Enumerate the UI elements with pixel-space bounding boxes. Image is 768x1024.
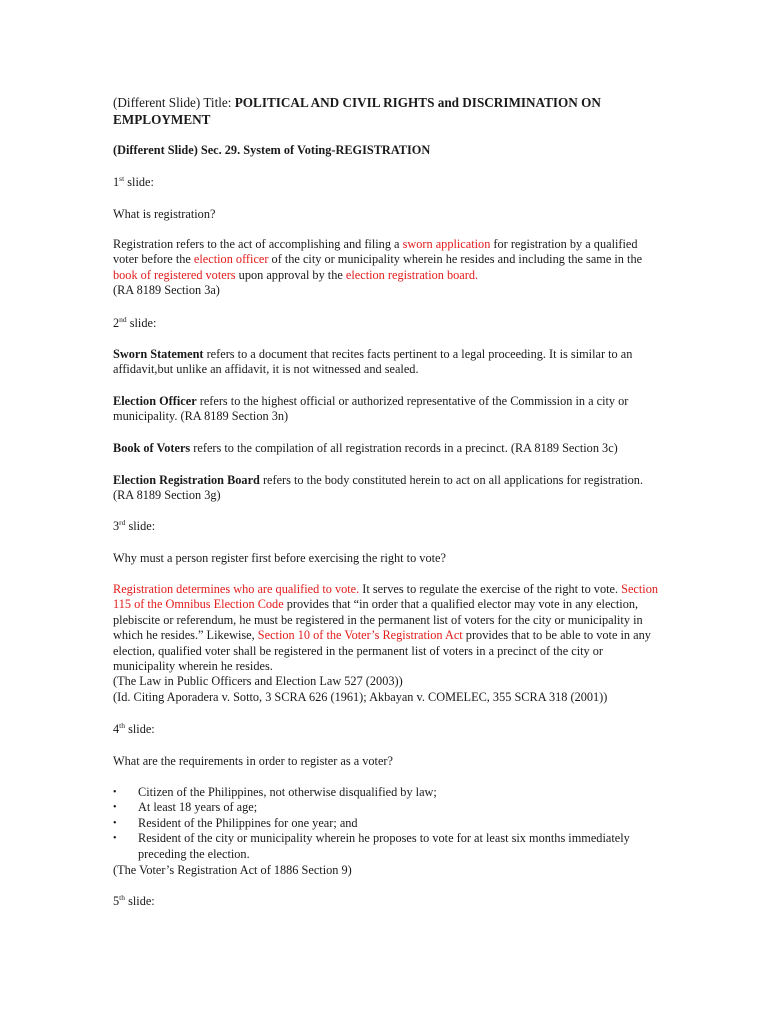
slide-4-question: What are the requirements in order to register as a voter?: [113, 754, 393, 768]
omnibus-election-code-highlight: Section 115 of the Omnibus Election Code: [113, 582, 659, 612]
definition-term: Book of Voters: [113, 441, 191, 455]
definition-election-officer: Election Officer refers to the highest official or authorized representative of the Commission in a city or municipality. (RA 8189 Section 3n): [113, 394, 629, 424]
list-item: • At least 18 years of age;: [113, 800, 658, 815]
list-item: • Resident of the city or municipality wherein he proposes to vote for at least six months immediately preceding the election.: [113, 831, 658, 862]
document-title: POLITICAL AND CIVIL RIGHTS and DISCRIMINATION ON EMPLOYMENT: [113, 95, 601, 127]
definition-term: Sworn Statement: [113, 347, 204, 361]
registration-definition: Registration refers to the act of accomplishing and filing a sworn application for registration by a qualified voter before the election officer of the city or municipality wherein he resides and including the same in the book of registered voters upon approval by the election registration board. (RA 8189 Section 3a): [113, 237, 643, 298]
definition-book-of-voters: Book of Voters refers to the compilation of all registration records in a precinct. (RA 8189 Section 3c): [113, 441, 618, 455]
slide-1-label: 1st slide:: [113, 174, 154, 189]
voters-registration-act-highlight: Section 10 of the Voter’s Registration Act: [257, 628, 463, 643]
election-officer-term: election officer: [193, 252, 269, 267]
list-item: • Citizen of the Philippines, not otherwise disqualified by law;: [113, 785, 658, 800]
sworn-application-term: sworn application: [402, 237, 491, 251]
list-item: • Resident of the Philippines for one year; and: [113, 816, 658, 831]
title-line: [113, 94, 658, 128]
citation: (Id. Citing Aporadera v. Sotto, 3 SCRA 626 (1961); Akbayan v. COMELEC, 355 SCRA 318 (2001)): [113, 689, 608, 704]
section-heading: (Different Slide) Sec. 29. System of Voting-REGISTRATION: [113, 143, 431, 157]
definition-term: Election Officer: [113, 394, 197, 408]
citation: (The Law in Public Officers and Election Law 527 (2003)): [113, 674, 403, 689]
slide-2-label: 2nd slide:: [113, 315, 157, 330]
registration-purpose-paragraph: Registration determines who are qualified to vote. It serves to regulate the exercise of the right to vote. Section 115 of the Omnibus Election Code provides that “in order that a qualified elector may vote in any election, plebiscite or referendum, he must be registered in the permanent list of voters for the city or municipality in which he resides.” Likewise, Section 10 of the Voter’s Registration Act provides that to be able to vote in any election, qualified voter shall be registered in the permanent list of voters in a precinct of the city or municipality wherein he resides. (The Law in Public Officers and Election Law 527 (2003)) (Id. Citing Aporadera v. Sotto, 3 SCRA 626 (1961); Akbayan v. COMELEC, 355 SCRA 318 (2001)): [113, 582, 659, 704]
definition-election-registration-board: Election Registration Board refers to the body constituted herein to act on all applications for registration. (RA 8189 Section 3g): [113, 473, 644, 503]
slide-1-question: What is registration?: [113, 207, 216, 221]
slide-4-label: 4th slide:: [113, 721, 155, 736]
slide-3-question: Why must a person register first before exercising the right to vote?: [113, 551, 446, 565]
title-prefix: (Different Slide) Title:: [113, 95, 235, 110]
election-registration-board-term: election registration board.: [345, 267, 479, 282]
definition-sworn-statement: Sworn Statement refers to a document that recites facts pertinent to a legal proceeding. It is similar to an affidavit,but unlike an affidavit, it is not witnessed and sealed.: [113, 347, 633, 377]
qualified-to-vote-highlight: Registration determines who are qualified to vote.: [113, 582, 360, 596]
requirements-list: [113, 785, 658, 862]
book-of-registered-voters-term: book of registered voters: [113, 267, 236, 282]
slide-3-label: 3rd slide:: [113, 518, 156, 533]
slide-5-label: 5th slide:: [113, 893, 155, 908]
slide-4-citation: (The Voter’s Registration Act of 1886 Section 9): [113, 863, 352, 877]
definition-term: Election Registration Board: [113, 473, 260, 487]
citation: (RA 8189 Section 3a): [113, 283, 220, 298]
